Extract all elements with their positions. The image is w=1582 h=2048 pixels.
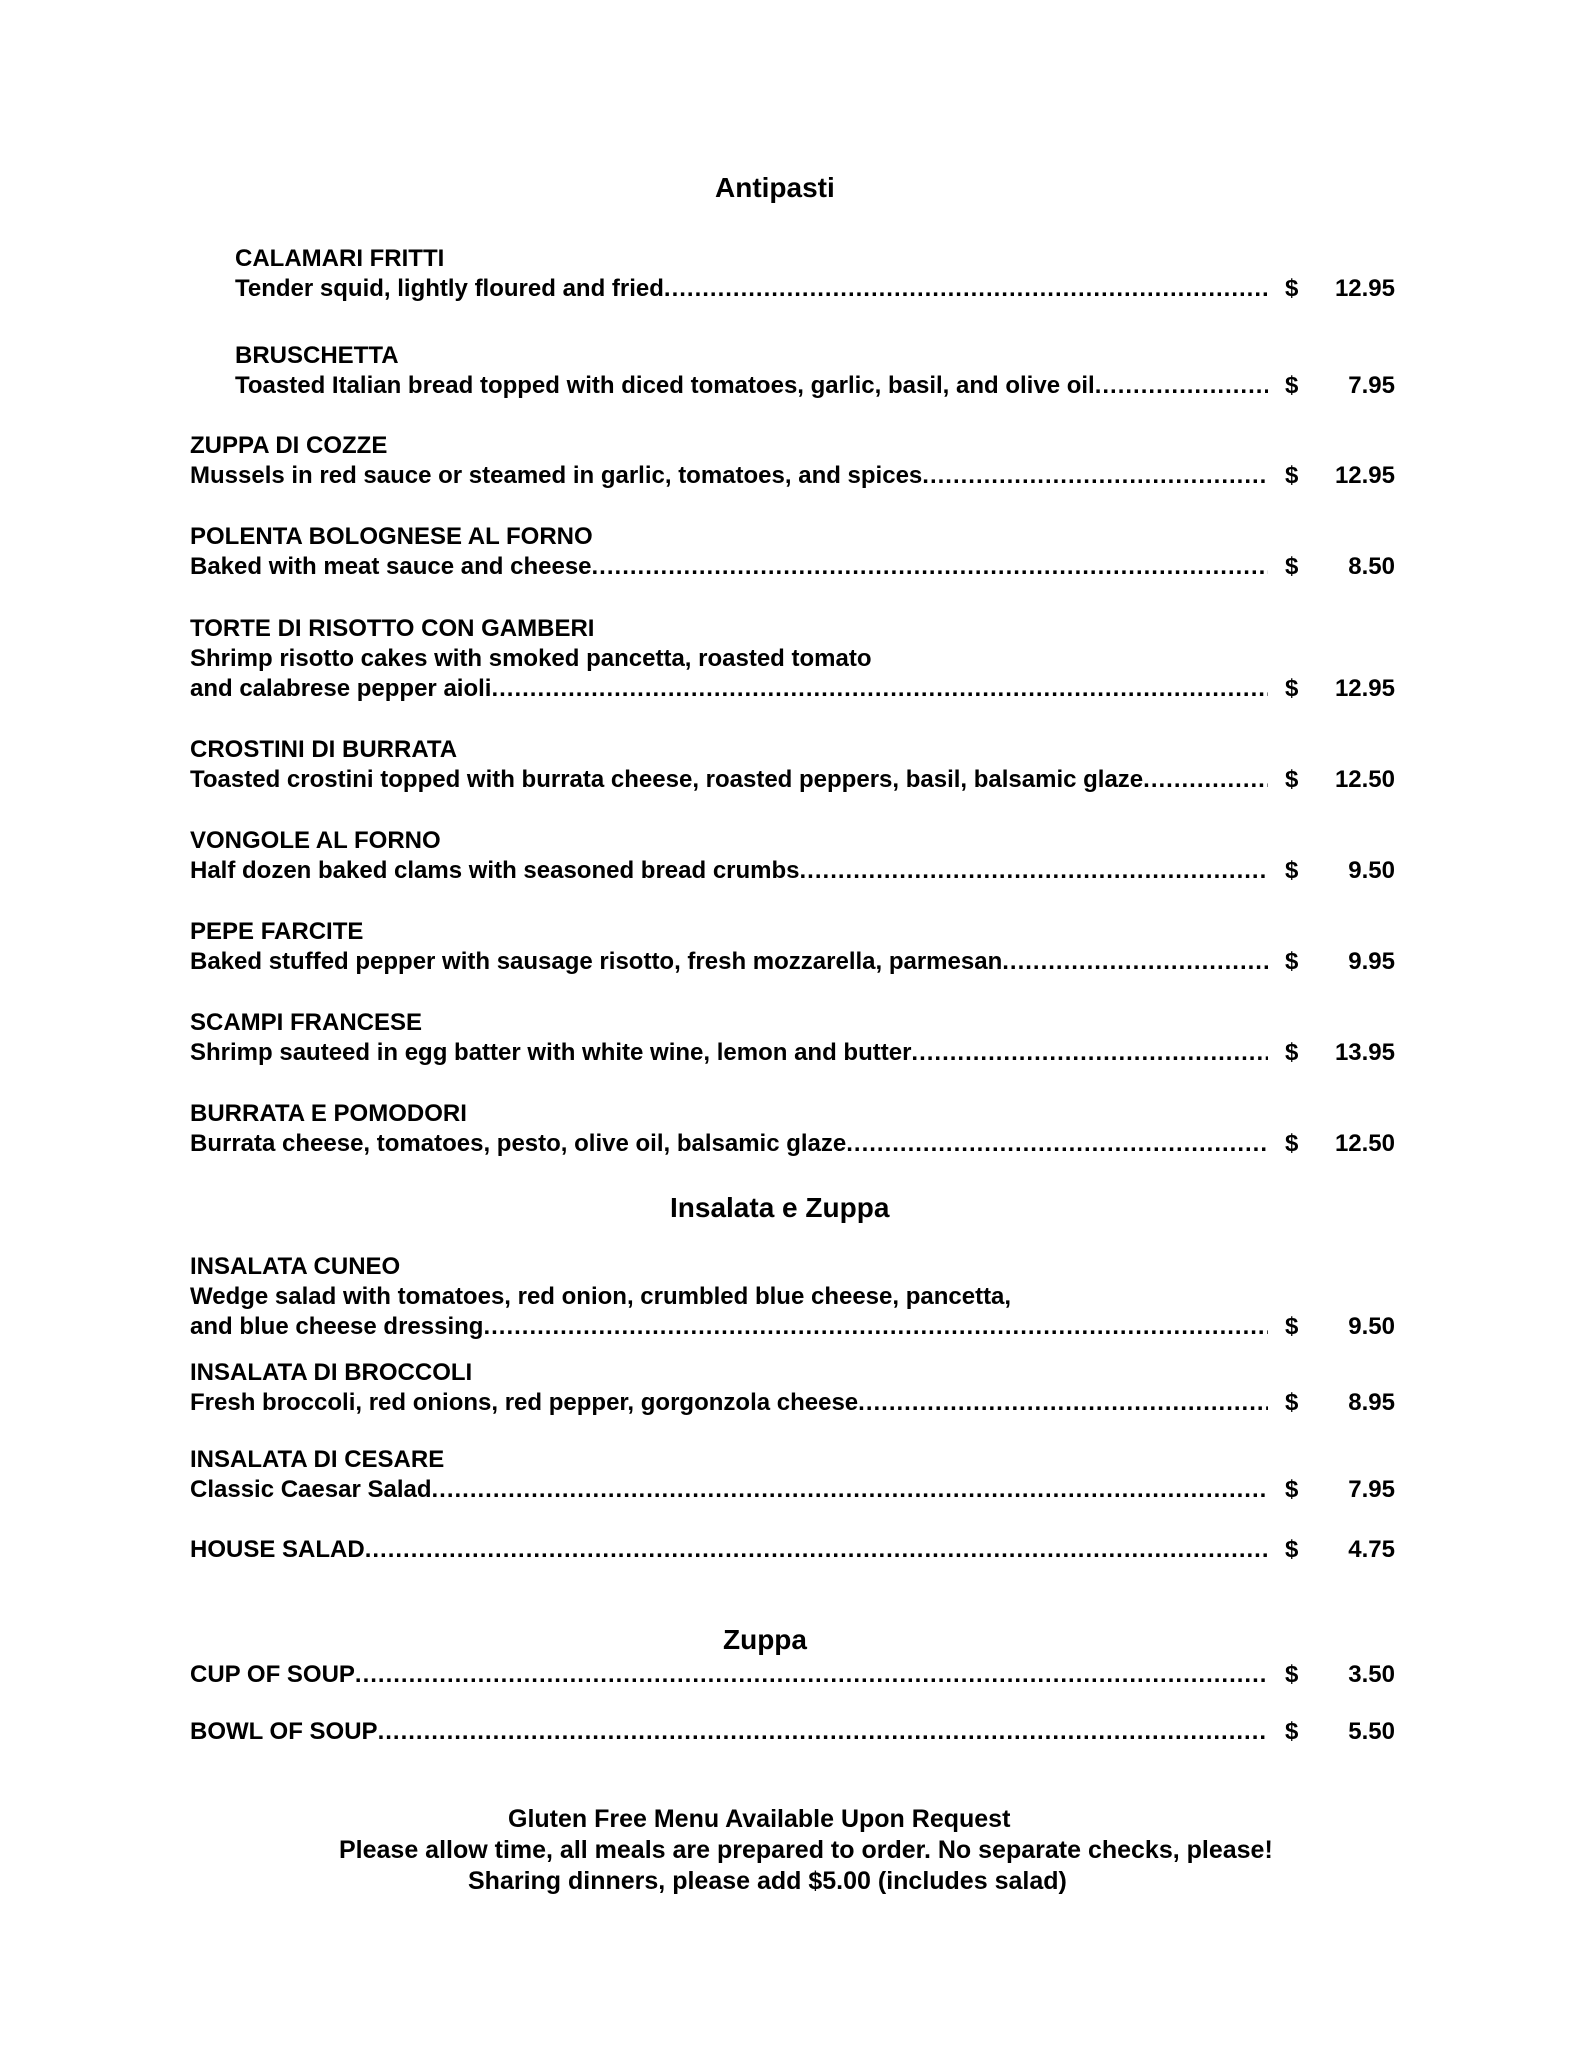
menu-item	[190, 1660, 1268, 1690]
price-value: 5.50	[1348, 1718, 1395, 1745]
item-description-row	[190, 1312, 1268, 1342]
dot-leader	[378, 1717, 1268, 1747]
item-description: Shrimp risotto cakes with smoked pancetta, roasted tomato	[190, 645, 872, 672]
item-description-row	[190, 674, 1268, 704]
dot-leader	[800, 856, 1268, 886]
price-value: 9.50	[1348, 857, 1395, 884]
menu-item	[190, 1252, 1268, 1342]
item-description: Baked with meat sauce and cheese	[190, 553, 592, 580]
section-heading-insalata-e-zuppa: Insalata e Zuppa	[670, 1192, 890, 1223]
item-name: INSALATA DI CESARE	[190, 1446, 445, 1473]
item-name: SCAMPI FRANCESE	[190, 1009, 423, 1036]
section-heading-zuppa: Zuppa	[723, 1624, 807, 1655]
item-price	[1285, 1535, 1395, 1565]
item-price	[1285, 274, 1395, 304]
item-price	[1285, 552, 1395, 582]
item-description-row	[190, 1038, 1268, 1068]
dot-leader	[491, 674, 1268, 704]
dot-leader	[664, 274, 1268, 304]
menu-item	[190, 1445, 1268, 1505]
item-description: Fresh broccoli, red onions, red pepper, gorgonzola cheese	[190, 1389, 859, 1416]
item-description-row	[235, 274, 1268, 304]
item-description-row	[190, 947, 1268, 977]
currency-symbol: $	[1285, 857, 1299, 884]
price-value: 7.95	[1348, 1476, 1395, 1503]
item-description: Wedge salad with tomatoes, red onion, crumbled blue cheese, pancetta,	[190, 1283, 1012, 1310]
item-price	[1285, 674, 1395, 704]
item-name: TORTE DI RISOTTO CON GAMBERI	[190, 615, 595, 642]
item-description: Half dozen baked clams with seasoned bread crumbs	[190, 857, 800, 884]
dot-leader	[1095, 371, 1268, 401]
item-price	[1285, 1038, 1395, 1068]
price-value: 8.95	[1348, 1389, 1395, 1416]
item-name-row	[190, 1358, 1268, 1388]
item-name: BURRATA E POMODORI	[190, 1100, 467, 1127]
item-price	[1285, 1475, 1395, 1505]
item-price	[1285, 1388, 1395, 1418]
item-name: VONGOLE AL FORNO	[190, 827, 441, 854]
item-name: INSALATA DI BROCCOLI	[190, 1359, 473, 1386]
item-description: Toasted Italian bread topped with diced tomatoes, garlic, basil, and olive oil	[235, 372, 1095, 399]
footer-allow-time: Please allow time, all meals are prepared to order. No separate checks, please!	[339, 1836, 1273, 1864]
menu-item	[190, 735, 1268, 795]
currency-symbol: $	[1285, 372, 1299, 399]
item-price	[1285, 461, 1395, 491]
menu-item	[190, 917, 1268, 977]
dot-leader	[355, 1660, 1268, 1690]
menu-item	[190, 1008, 1268, 1068]
item-description-row	[190, 552, 1268, 582]
menu-item	[190, 1535, 1268, 1565]
item-name-row	[190, 1099, 1268, 1129]
menu-item	[190, 614, 1268, 704]
currency-symbol: $	[1285, 462, 1299, 489]
dot-leader	[858, 1388, 1268, 1418]
currency-symbol: $	[1285, 1039, 1299, 1066]
item-price	[1285, 1129, 1395, 1159]
item-description: Burrata cheese, tomatoes, pesto, olive oil, balsamic glaze	[190, 1130, 847, 1157]
item-description: and blue cheese dressing	[190, 1313, 484, 1340]
item-name: BRUSCHETTA	[235, 342, 399, 369]
menu-item	[190, 1099, 1268, 1159]
dot-leader	[432, 1475, 1269, 1505]
item-description-row	[190, 1282, 1268, 1312]
currency-symbol: $	[1285, 1718, 1299, 1745]
item-description-row	[190, 644, 1268, 674]
item-name-row	[190, 614, 1268, 644]
price-value: 12.95	[1334, 675, 1395, 702]
currency-symbol: $	[1285, 1476, 1299, 1503]
item-name-row	[190, 1445, 1268, 1475]
item-name: CALAMARI FRITTI	[235, 245, 445, 272]
menu-item	[190, 1717, 1268, 1747]
item-name-row	[190, 1008, 1268, 1038]
item-name: POLENTA BOLOGNESE AL FORNO	[190, 523, 593, 550]
currency-symbol: $	[1285, 675, 1299, 702]
item-description: Shrimp sauteed in egg batter with white wine, lemon and butter	[190, 1039, 912, 1066]
footer-sharing: Sharing dinners, please add $5.00 (includes salad)	[468, 1867, 1067, 1895]
item-description: Baked stuffed pepper with sausage risotto, fresh mozzarella, parmesan	[190, 948, 1003, 975]
item-description: Mussels in red sauce or steamed in garlic, tomatoes, and spices	[190, 462, 923, 489]
price-value: 7.95	[1348, 372, 1395, 399]
menu-item	[190, 522, 1268, 582]
price-value: 9.50	[1348, 1313, 1395, 1340]
price-value: 12.50	[1334, 766, 1395, 793]
menu-item	[190, 431, 1268, 491]
currency-symbol: $	[1285, 553, 1299, 580]
dot-leader	[911, 1038, 1268, 1068]
price-value: 9.95	[1348, 948, 1395, 975]
dot-leader	[1002, 947, 1268, 977]
item-name-row	[190, 917, 1268, 947]
item-description: Toasted crostini topped with burrata cheese, roasted peppers, basil, balsamic glaze	[190, 766, 1144, 793]
menu-item	[235, 341, 1268, 401]
item-name: HOUSE SALAD	[190, 1536, 365, 1563]
price-value: 12.50	[1334, 1130, 1395, 1157]
currency-symbol: $	[1285, 1661, 1299, 1688]
dot-leader	[483, 1312, 1268, 1342]
currency-symbol: $	[1285, 1389, 1299, 1416]
price-value: 4.75	[1348, 1536, 1395, 1563]
dot-leader	[365, 1535, 1268, 1565]
item-name-row	[190, 735, 1268, 765]
item-description-row	[190, 856, 1268, 886]
section-heading-antipasti: Antipasti	[715, 172, 835, 203]
currency-symbol: $	[1285, 275, 1299, 302]
currency-symbol: $	[1285, 1536, 1299, 1563]
item-description-row	[190, 1475, 1268, 1505]
item-description: Tender squid, lightly floured and fried	[235, 275, 664, 302]
item-name-row	[235, 341, 1268, 371]
item-name-row	[190, 826, 1268, 856]
item-description-row	[190, 461, 1268, 491]
item-name: INSALATA CUNEO	[190, 1253, 401, 1280]
item-price	[1285, 1660, 1395, 1690]
item-description-row	[190, 1388, 1268, 1418]
item-name: BOWL OF SOUP	[190, 1718, 378, 1745]
item-name-row	[190, 1535, 1268, 1565]
item-price	[1285, 856, 1395, 886]
currency-symbol: $	[1285, 948, 1299, 975]
item-description: Classic Caesar Salad	[190, 1476, 432, 1503]
price-value: 13.95	[1334, 1039, 1395, 1066]
item-description: and calabrese pepper aioli	[190, 675, 492, 702]
footer-gluten-free: Gluten Free Menu Available Upon Request	[508, 1805, 1011, 1833]
price-value: 12.95	[1334, 275, 1395, 302]
item-description-row	[190, 765, 1268, 795]
price-value: 3.50	[1348, 1661, 1395, 1688]
currency-symbol: $	[1285, 1130, 1299, 1157]
currency-symbol: $	[1285, 766, 1299, 793]
dot-leader	[1143, 765, 1268, 795]
price-value: 12.95	[1334, 462, 1395, 489]
item-name-row	[235, 244, 1268, 274]
item-price	[1285, 1717, 1395, 1747]
item-name-row	[190, 431, 1268, 461]
item-name: CUP OF SOUP	[190, 1661, 355, 1688]
dot-leader	[846, 1129, 1268, 1159]
item-price	[1285, 947, 1395, 977]
item-name-row	[190, 1717, 1268, 1747]
item-price	[1285, 1312, 1395, 1342]
menu-item	[190, 1358, 1268, 1418]
item-description-row	[235, 371, 1268, 401]
item-name-row	[190, 1660, 1268, 1690]
item-name: CROSTINI DI BURRATA	[190, 736, 458, 763]
item-description-row	[190, 1129, 1268, 1159]
item-price	[1285, 371, 1395, 401]
dot-leader	[592, 552, 1268, 582]
item-name-row	[190, 1252, 1268, 1282]
item-name-row	[190, 522, 1268, 552]
item-name: ZUPPA DI COZZE	[190, 432, 388, 459]
price-value: 8.50	[1348, 553, 1395, 580]
menu-item	[190, 826, 1268, 886]
currency-symbol: $	[1285, 1313, 1299, 1340]
dot-leader	[922, 461, 1268, 491]
item-name: PEPE FARCITE	[190, 918, 364, 945]
menu-item	[235, 244, 1268, 304]
item-price	[1285, 765, 1395, 795]
